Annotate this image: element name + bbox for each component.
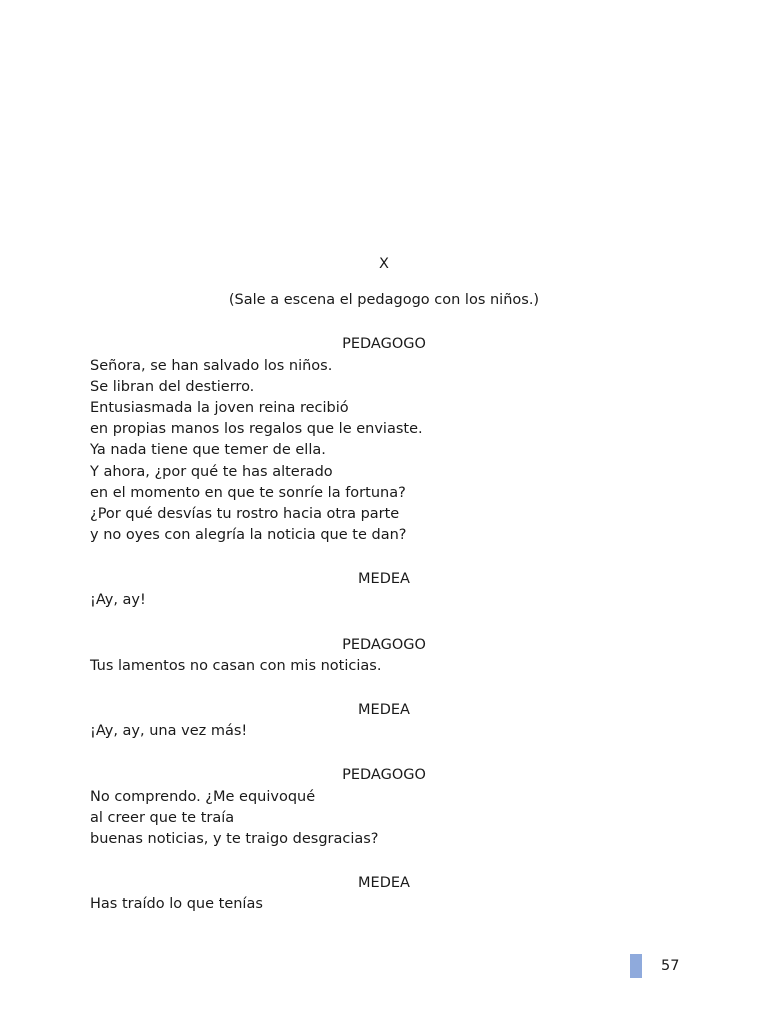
- dialogue-line: al creer que te traía: [90, 809, 235, 826]
- dialogue-line: Entusiasmada la joven reina recibió: [90, 399, 349, 416]
- speaker-name: PEDAGOGO: [342, 636, 426, 653]
- stage-direction: (Sale a escena el pedagogo con los niños.): [228, 292, 540, 309]
- dialogue-line: en propias manos los regalos que le enviaste.: [90, 421, 423, 438]
- dialogue-line: buenas noticias, y te traigo desgracias?: [90, 830, 379, 847]
- speech-block: [90, 700, 678, 742]
- dialogue-line: ¡Ay, ay!: [90, 592, 146, 609]
- speech-block: [90, 569, 678, 611]
- dialogue-line: Ya nada tiene que temer de ella.: [90, 442, 326, 459]
- dialogue-line: en el momento en que te sonríe la fortuna?: [90, 484, 406, 501]
- speech-block: [90, 635, 678, 677]
- dialogue-line: ¡Ay, ay, una vez más!: [90, 723, 248, 740]
- speaker-name: PEDAGOGO: [342, 336, 426, 353]
- speaker-name: MEDEA: [358, 571, 410, 588]
- page-content: [90, 254, 678, 916]
- speech-block: [90, 334, 678, 546]
- dialogue-line: ¿Por qué desvías tu rostro hacia otra parte: [90, 505, 400, 522]
- page-footer: [630, 954, 679, 978]
- speech-block: [90, 873, 678, 915]
- speaker-name: MEDEA: [358, 702, 410, 718]
- dialogue-line: No comprendo. ¿Me equivoqué: [90, 788, 316, 805]
- page-marker: [630, 954, 642, 978]
- dialogue-line: Has traído lo que tenías: [90, 896, 263, 913]
- speech-block: [90, 765, 678, 850]
- dialogue-line: Se libran del destierro.: [90, 378, 255, 395]
- scene-number: X: [379, 256, 389, 272]
- dialogue-line: Señora, se han salvado los niños.: [90, 357, 333, 374]
- speaker-name: PEDAGOGO: [342, 767, 426, 784]
- dialogue-line: y no oyes con alegría la noticia que te dan?: [90, 527, 407, 544]
- dialogue-line: Y ahora, ¿por qué te has alterado: [90, 463, 333, 480]
- speaker-name: MEDEA: [358, 875, 410, 892]
- dialogue-line: Tus lamentos no casan con mis noticias.: [90, 657, 382, 674]
- page-number: 57: [661, 958, 680, 974]
